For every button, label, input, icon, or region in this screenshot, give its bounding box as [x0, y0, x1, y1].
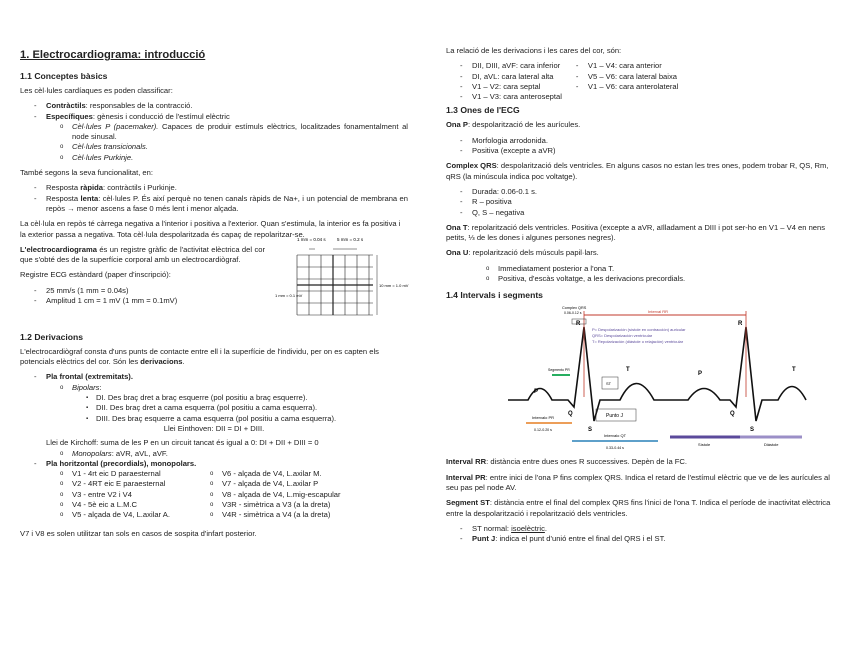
list-item: o V4R - simètrica a V4 (a la dreta): [170, 510, 341, 520]
paragraph: Les cèl·lules cardíaques es poden classificar:: [20, 86, 173, 95]
list-item: - Resposta ràpida: contràctils i Purkinje.: [20, 183, 408, 193]
list-item: o Immediatament posterior a l'ona T.: [446, 264, 838, 274]
paragraph: L'electrocardiògraf consta d'uns punts de contacte entre ell i la superfície de l'individu, per on es capten els potencials elèctrics del cor. Són les derivacions.: [20, 346, 379, 367]
paragraph: Ona P: despolarització de les aurícules.: [446, 120, 581, 130]
paragraph: Ona U: repolarització dels músculs papil·lars.: [446, 248, 599, 258]
interval-rr-label: Interval RR: [648, 309, 669, 315]
list-item: - Específiques: gènesis i conducció de l'estímul elèctric: [20, 112, 408, 122]
list-item: o V6 - alçada de V4, L.axilar M.: [170, 469, 341, 479]
list-item: - Durada: 0.06-0.1 s.: [446, 187, 838, 197]
list-item: o V2 - 4RT eic E paraesternal: [20, 479, 170, 489]
ecg-paper-grid-figure: [275, 231, 409, 323]
list-item: - ST normal: isoelèctric.: [446, 524, 838, 534]
wave-q-2: Q: [730, 411, 735, 418]
faces-list-right: [562, 61, 678, 102]
paragraph: La relació de les derivacions i les cares del cor, són:: [446, 46, 622, 55]
section-heading-1-3: 1.3 Ones de l'ECG: [446, 105, 520, 116]
diastole-label: Diástole: [764, 442, 779, 448]
list-item: - DI, aVL: cara lateral alta: [446, 72, 562, 82]
paragraph: També segons la seva funcionalitat, en:: [20, 168, 153, 178]
paragraph: Ona T: repolarització dels ventricles. Positiva (excepte a aVR, aïlladament a DIII i pot ser-ho en V1 – V4 en nens petits, ⅓ de les dones i algunes persones negres).: [446, 222, 826, 243]
cell-types-list: [20, 101, 408, 163]
grid-label-top-1: 1 mm = 0.04 s: [297, 236, 326, 242]
list-item: o Cèl·lules transicionals.: [20, 142, 408, 152]
section-heading-1-4: 1.4 Intervals i segments: [446, 290, 543, 301]
legend-t: T= Repolarización (diástole o relajación) ventricular: [592, 339, 684, 345]
qrs-duration-label: 0.06-0.12 s: [564, 311, 582, 316]
grid-label-right: 10 mm = 1.0 mV: [379, 282, 409, 288]
precordial-list-left: [20, 469, 170, 520]
list-item: o V3R - simètrica a V3 (a la dreta): [170, 500, 341, 510]
wave-r-2: R: [738, 321, 743, 328]
einthoven-law: Llei Einthoven: DII = DI + DIII.: [163, 423, 265, 433]
list-item: o V7 - alçada de V4, L.axilar P: [170, 479, 341, 489]
list-item: - Contràctils: responsables de la contracció.: [20, 101, 408, 111]
document-title: 1. Electrocardiograma: introducció: [20, 49, 206, 61]
paragraph: Complex QRS: despolarització dels ventricles. En alguns casos no estan les tres ones, podem trobar R, QS, Rm, qRS (la minúscula indica poc voltatge).: [446, 161, 829, 181]
grid-label-left: 1 mm = 0.1 mV: [275, 292, 303, 298]
list-item: - Punt J: indica el punt d'unió entre el final del QRS i el ST.: [446, 534, 838, 544]
paragraph: Segment ST: distància entre el final del complex QRS fins l'inici de l'ona T. Indica el període de inactivitat elèctrica entre la despolarització i repolarització dels ventricles.: [446, 498, 831, 518]
list-item: o V1 - 4rt eic D paraesternal: [20, 469, 170, 479]
list-item: ▪ DIII. Des braç esquerre a cama esquerra (pol positiu a cama esquerra).: [20, 414, 408, 424]
derivations-list: [20, 372, 408, 423]
precordial-columns: [20, 469, 408, 520]
ecg-intervals-diagram: [508, 305, 808, 455]
u-wave-list: [446, 264, 838, 285]
wave-s-2: S: [750, 427, 755, 434]
interval-pr-label: Intervalo PR: [532, 415, 555, 421]
wave-t-2: T: [792, 367, 796, 374]
list-item: - Positiva (excepte a aVR): [446, 146, 838, 156]
heart-faces-columns: [446, 61, 838, 102]
paragraph: Interval PR: entre inici de l'ona P fins complex QRS. Indica el retard de l'estímul elèctric que ve de les aurícules al seu pas pel node AV.: [446, 472, 830, 492]
list-item: o Bipolars:: [20, 383, 408, 393]
kirchoff-law: Llei de Kirchoff: suma de les P en un circuit tancat és igual a 0: DI + DII + DIII = 0: [46, 438, 319, 448]
paragraph: L'electrocardiograma és un registre gràfic de l'activitat elèctrica del cor que s'obté des de la superfície corporal amb un electrocardiògraf.: [20, 244, 265, 265]
response-list: [20, 183, 408, 214]
paragraph: Registre ECG estàndard (paper d'inscripció):: [20, 270, 171, 280]
list-item: - V1 – V6: cara anterolateral: [562, 82, 678, 92]
faces-list-left: [446, 61, 562, 102]
list-item: o Cèl·lules Purkinje.: [20, 153, 408, 163]
list-item: - 25 mm/s (1 mm = 0.04s): [20, 286, 265, 296]
punto-j-label: Punto J: [606, 413, 623, 420]
paragraph: V7 i V8 es solen utilitzar tan sols en casos de sospita d'infart posterior.: [20, 528, 257, 538]
precordial-list-right: [170, 469, 341, 520]
complex-qrs-label: Complex QRS: [562, 306, 587, 311]
ecg-intro-block: [20, 236, 409, 327]
wave-r: R: [576, 321, 581, 328]
legend-p: P= Despolarización (sístole en contracción) auricular: [592, 327, 686, 333]
list-item: - V1 – V2: cara septal: [446, 82, 562, 92]
section-heading-1-2: 1.2 Derivacions: [20, 331, 84, 342]
sistole-label: Sístole: [698, 442, 711, 448]
legend-qrs: QRS= Despolarización ventricular: [592, 333, 653, 339]
list-item: - Q, S – negativa: [446, 208, 838, 218]
list-item: - V5 – V6: cara lateral baixa: [562, 72, 678, 82]
qrs-list: [446, 187, 838, 218]
wave-p: P: [534, 389, 539, 396]
qt-duration-label: 0.33-0.44 s: [606, 446, 624, 451]
segment-pr-label: Segmento PR: [548, 368, 570, 373]
wave-t: T: [626, 367, 630, 374]
list-item: o Positiva, d'escàs voltatge, a les derivacions precordials.: [446, 274, 838, 284]
register-list: [20, 286, 265, 307]
paragraph: Interval RR: distància entre dues ones R successives. Depèn de la FC.: [446, 457, 688, 467]
derivations-list-2: [20, 449, 408, 470]
right-column: [446, 46, 838, 549]
pr-duration-label: 0.12-0.20 s: [534, 428, 552, 433]
interval-qt-label: Intervalo QT: [604, 433, 627, 439]
section-heading-1-1: 1.1 Conceptes bàsics: [20, 71, 108, 81]
wave-s: S: [588, 427, 593, 434]
left-column: [20, 48, 408, 544]
st-list: [446, 524, 838, 545]
list-item: ▪ DI. Des braç dret a braç esquerre (pol positiu a braç esquerre).: [20, 393, 408, 403]
list-item: o V8 - alçada de V4, L.mig-escapular: [170, 490, 341, 500]
list-item: o V3 - entre V2 i V4: [20, 490, 170, 500]
list-item: o V5 - alçada de V4, L.axilar A.: [20, 510, 170, 520]
list-item: - Resposta lenta: cèl·lules P. És així perquè no tenen canals ràpids de Na+, i un potencial de membrana en repòs → menor ascens a fase 0 més lent i menor alçada.: [20, 194, 408, 215]
paragraph: La cèl·lula en repòs té càrrega negativa a l'interior i positiva a l'exterior. Quan s'estimula, la interior es fa positiva i la exterior passa a negativa. Tota cèl·lula despolaritzada és capaç de repolaritzar-se.: [20, 219, 401, 239]
list-item: o V4 - 5è eic a L.M.C: [20, 500, 170, 510]
wave-q: Q: [568, 411, 573, 418]
list-item: - Amplitud 1 cm = 1 mV (1 mm = 0.1mV): [20, 296, 265, 306]
list-item: - R – positiva: [446, 197, 838, 207]
list-item: o Monopolars: aVR, aVL, aVF.: [20, 449, 408, 459]
list-item: - V1 – V3: cara anteroseptal: [446, 92, 562, 102]
p-wave-list: [446, 136, 838, 157]
list-item: - Morfologia arrodonida.: [446, 136, 838, 146]
list-item: o Cèl·lules P (pacemaker). Capaces de produir estímuls elèctrics, localitzades fonamentalment al node sinusal.: [20, 122, 408, 143]
list-item: - V1 – V4: cara anterior: [562, 61, 678, 71]
grid-label-top-2: 5 mm = 0.2 s: [337, 236, 364, 242]
st-label: ST: [606, 381, 612, 387]
list-item: - Pla frontal (extremitats).: [20, 372, 408, 382]
wave-p-2: P: [698, 371, 703, 378]
list-item: - DII, DIII, aVF: cara inferior: [446, 61, 562, 71]
list-item: ▪ DII. Des braç dret a cama esquerra (pol positiu a cama esquerra).: [20, 403, 408, 413]
list-item: - Pla horitzontal (precordials), monopolars.: [20, 459, 408, 469]
